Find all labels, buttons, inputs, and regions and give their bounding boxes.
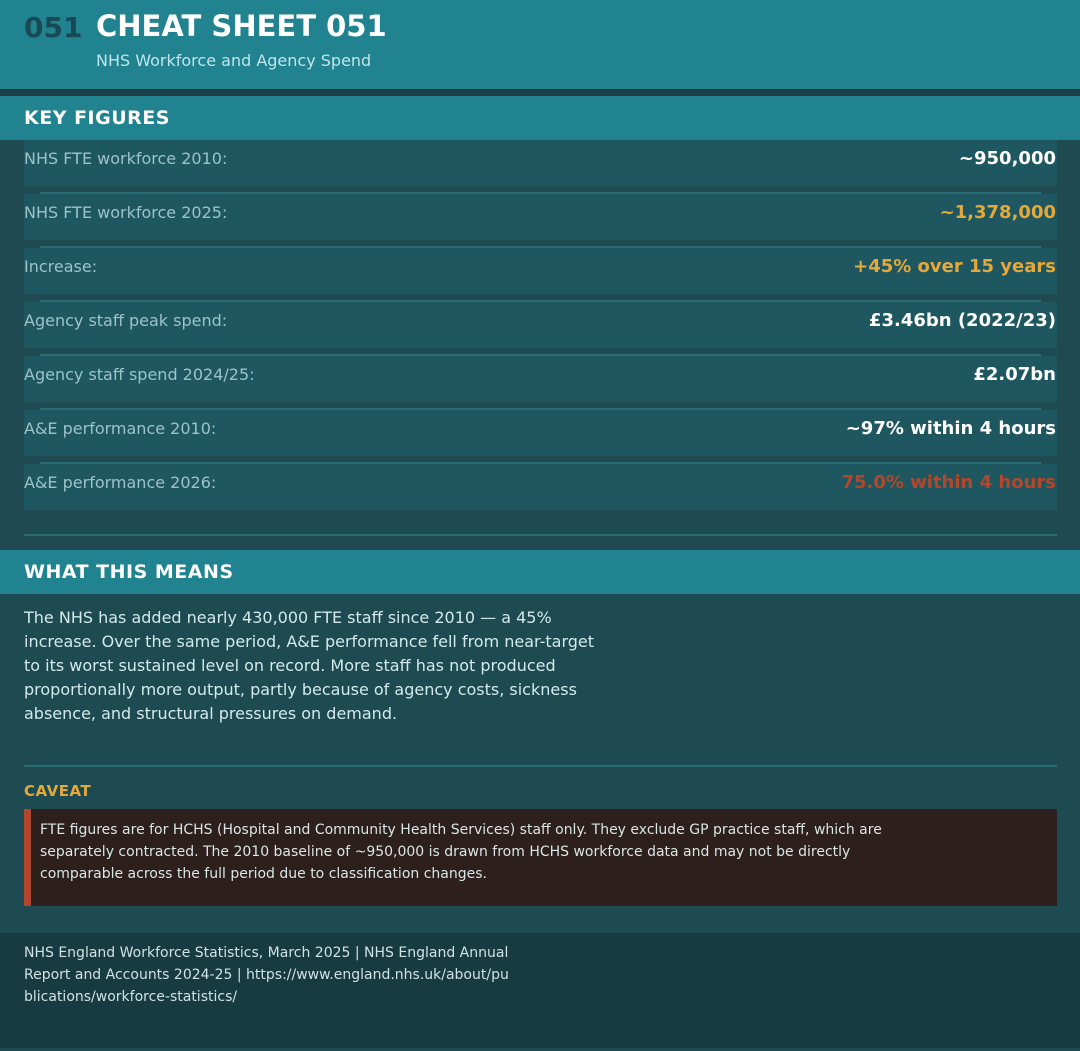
figure-row xyxy=(24,410,1057,456)
what-this-means-heading-label: WHAT THIS MEANS xyxy=(24,561,234,583)
page-subtitle: NHS Workforce and Agency Spend xyxy=(96,51,372,70)
figure-label: Agency staff peak spend: xyxy=(24,311,228,330)
header xyxy=(0,0,1080,89)
caveat-accent-bar xyxy=(24,809,31,906)
figure-value: ~1,378,000 xyxy=(939,202,1056,223)
figure-label: A&E performance 2010: xyxy=(24,419,217,438)
figure-row xyxy=(24,194,1057,240)
footer xyxy=(0,933,1080,1048)
figure-value: ~950,000 xyxy=(958,148,1056,169)
figure-value: +45% over 15 years xyxy=(853,256,1056,277)
figure-row xyxy=(24,248,1057,294)
figure-value: £2.07bn xyxy=(973,364,1056,385)
sources-text: NHS England Workforce Statistics, March 2025 | NHS England Annual Report and Accounts 2024-25 | https://www.england.nhs.uk/about/publications/workforce-statistics/ xyxy=(24,945,509,1005)
what-this-means-heading xyxy=(0,550,1080,594)
sheet-number: 051 xyxy=(24,11,83,44)
figure-row xyxy=(24,140,1057,186)
figure-label: A&E performance 2026: xyxy=(24,473,217,492)
caveat-box xyxy=(24,809,1057,906)
header-divider xyxy=(0,89,1080,96)
section-divider xyxy=(24,765,1057,767)
figure-label: Agency staff spend 2024/25: xyxy=(24,365,255,384)
figure-label: NHS FTE workforce 2010: xyxy=(24,149,228,168)
figure-label: Increase: xyxy=(24,257,98,276)
figure-value: £3.46bn (2022/23) xyxy=(868,310,1056,331)
caveat-text: FTE figures are for HCHS (Hospital and Community Health Services) staff only. They exclude GP practice staff, which are separately contracted. The 2010 baseline of ~950,000 is drawn from HCHS workforce data and may not be directly comparable across the full period due to classification changes. xyxy=(40,822,882,882)
page-title: CHEAT SHEET 051 xyxy=(96,9,387,43)
figure-label: NHS FTE workforce 2025: xyxy=(24,203,228,222)
caveat-label: CAVEAT xyxy=(24,782,92,800)
figure-row xyxy=(24,302,1057,348)
figure-value: 75.0% within 4 hours xyxy=(841,472,1056,493)
key-figures-heading xyxy=(0,96,1080,140)
section-divider xyxy=(24,534,1057,536)
figure-value: ~97% within 4 hours xyxy=(845,418,1056,439)
figure-row xyxy=(24,464,1057,510)
figure-row xyxy=(24,356,1057,402)
key-figures-heading-label: KEY FIGURES xyxy=(24,107,170,129)
summary-paragraph: The NHS has added nearly 430,000 FTE staff since 2010 — a 45% increase. Over the same period, A&E performance fell from near-target to its worst sustained level on record. More staff has not produced proportionally more output, partly because of agency costs, sickness absence, and structural pressures on demand. xyxy=(24,608,595,723)
